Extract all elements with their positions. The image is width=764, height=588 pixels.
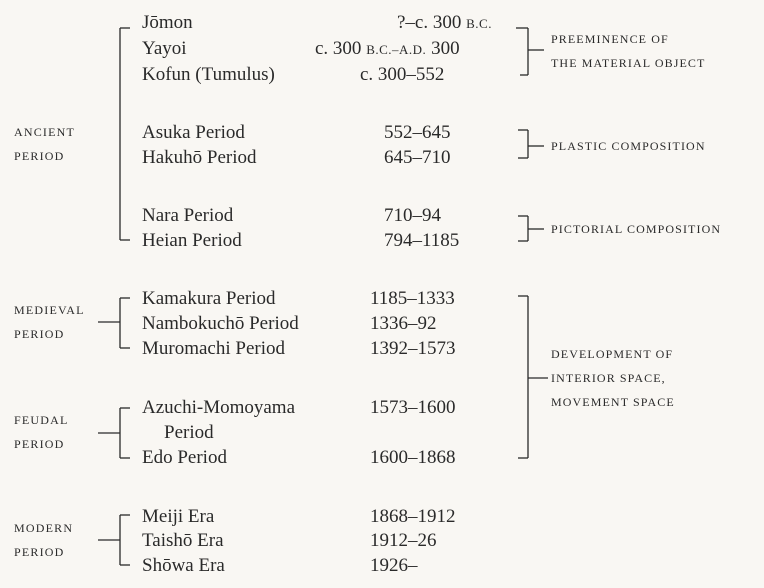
period-name: Edo Period xyxy=(142,447,227,468)
theme-pictorial-composition: PICTORIAL COMPOSITION xyxy=(551,222,722,236)
period-name: Kofun (Tumulus) xyxy=(142,64,275,85)
theme-plastic-composition: PLASTIC COMPOSITION xyxy=(551,139,706,153)
period-name: Taishō Era xyxy=(142,530,224,551)
period-date: ?–c. 300 B.C. xyxy=(397,12,492,33)
period-date: c. 300 B.C.–A.D. 300 xyxy=(315,38,460,59)
period-date: 1336–92 xyxy=(370,313,437,334)
period-name: Jōmon xyxy=(142,12,193,33)
period-date: 1868–1912 xyxy=(370,506,456,527)
period-date: 645–710 xyxy=(384,147,451,168)
period-name: Heian Period xyxy=(142,230,242,251)
period-date: 1600–1868 xyxy=(370,447,456,468)
period-date: 552–645 xyxy=(384,122,451,143)
period-date: 794–1185 xyxy=(384,230,460,251)
period-date: 1573–1600 xyxy=(370,397,456,418)
period-name: Meiji Era xyxy=(142,506,215,527)
period-name: Nara Period xyxy=(142,205,234,226)
period-name: Yayoi xyxy=(142,38,187,59)
period-name: Shōwa Era xyxy=(142,555,225,576)
theme-preeminence: PREEMINENCE OF THE MATERIAL OBJECT xyxy=(551,32,706,70)
group-ancient: ANCIENT PERIOD xyxy=(14,125,76,163)
period-name: Nambokuchō Period xyxy=(142,313,299,334)
period-date: c. 300–552 xyxy=(360,64,445,85)
period-date: 1926– xyxy=(370,555,418,576)
group-medieval: MEDIEVAL PERIOD xyxy=(14,303,85,341)
theme-development: DEVELOPMENT OF INTERIOR SPACE, MOVEMENT SPACE xyxy=(551,347,675,409)
period-name: Muromachi Period xyxy=(142,338,286,359)
group-feudal: FEUDAL PERIOD xyxy=(14,413,69,451)
period-date: 1185–1333 xyxy=(370,288,455,309)
period-name: Azuchi-Momoyama xyxy=(142,397,296,418)
period-date: 710–94 xyxy=(384,205,441,226)
period-name-continued: Period xyxy=(164,422,214,443)
period-name: Asuka Period xyxy=(142,122,245,143)
period-name: Hakuhō Period xyxy=(142,147,257,168)
group-modern: MODERN PERIOD xyxy=(14,521,74,559)
period-date: 1912–26 xyxy=(370,530,437,551)
period-date: 1392–1573 xyxy=(370,338,456,359)
period-name: Kamakura Period xyxy=(142,288,276,309)
